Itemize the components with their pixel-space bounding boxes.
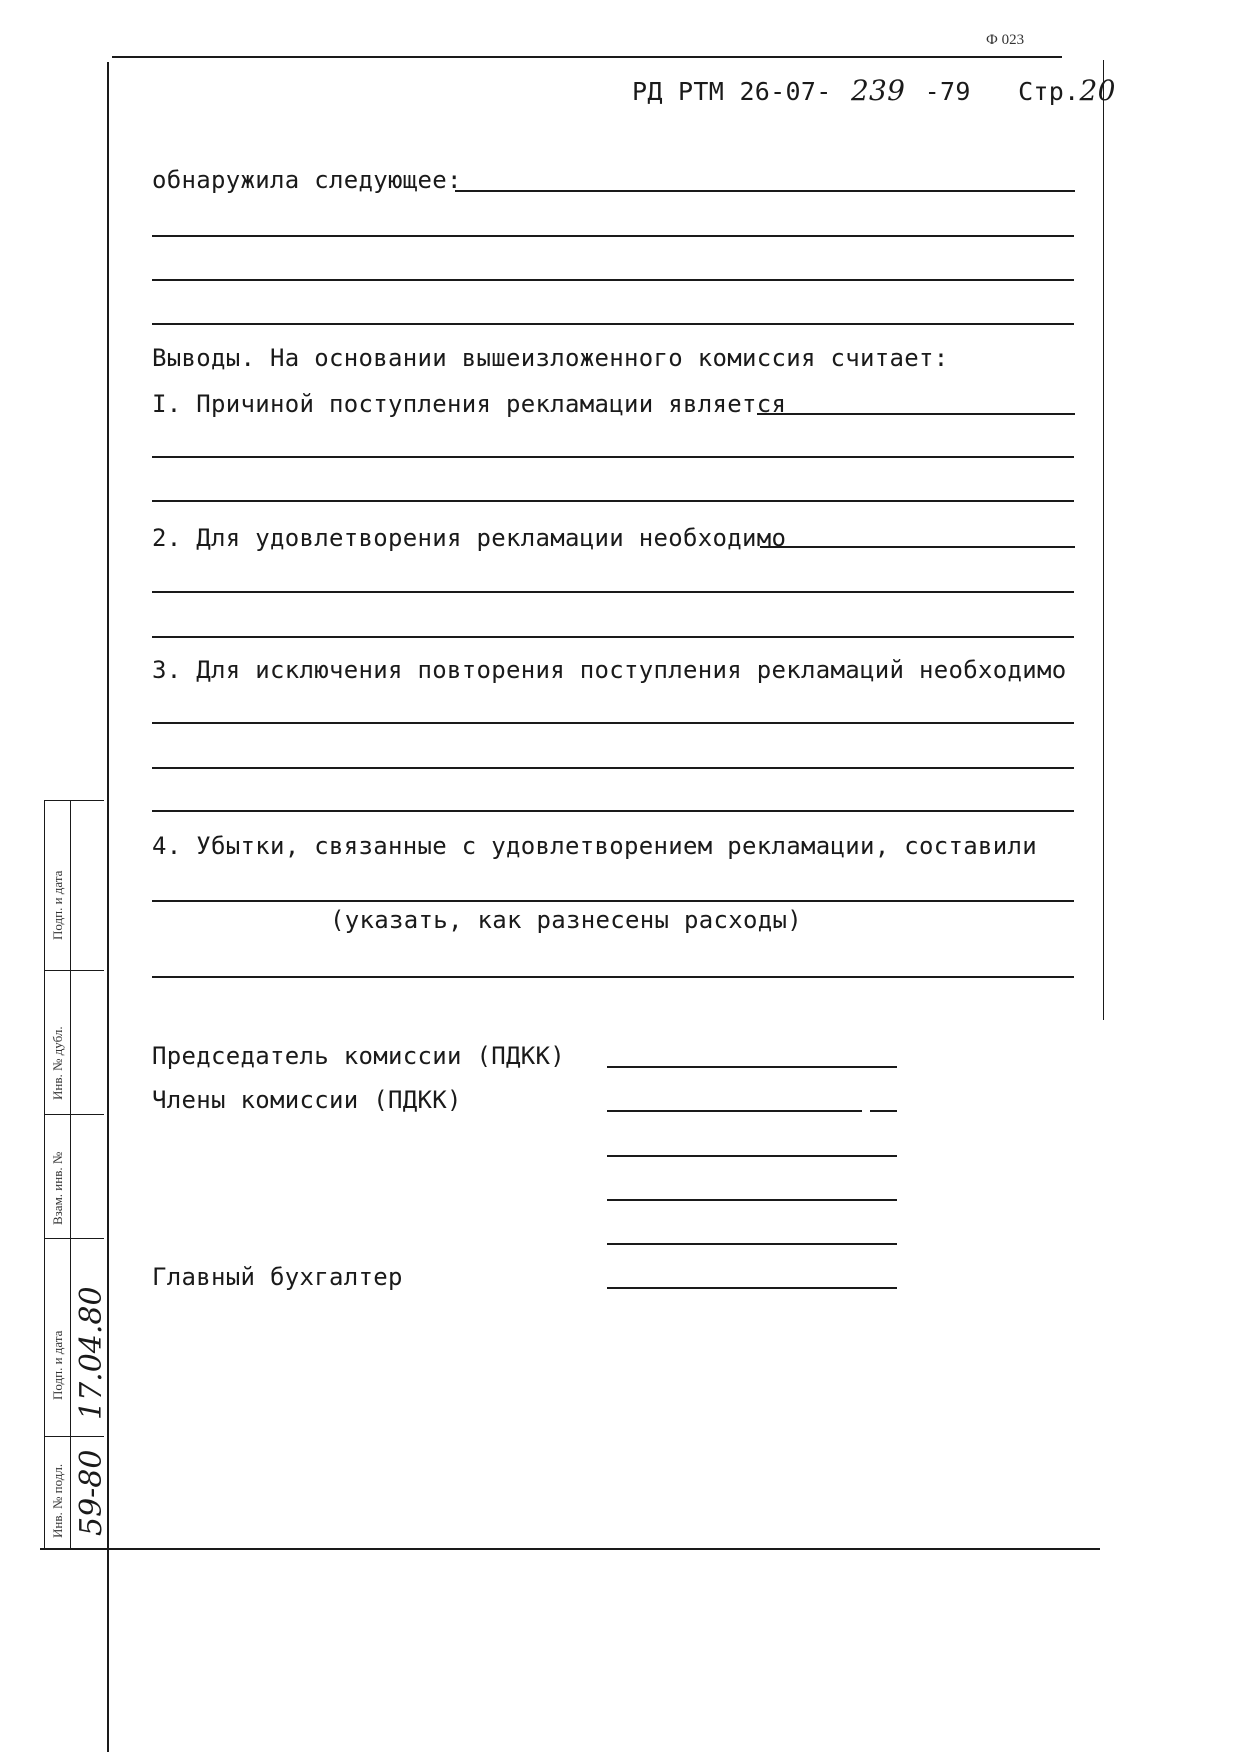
member-signature-line-2	[607, 1155, 897, 1157]
page-number: 20	[1079, 74, 1116, 107]
item-4-line-1	[152, 900, 1074, 902]
document-header	[632, 74, 1116, 107]
frame-bottom-line	[40, 1548, 1100, 1550]
chairman-signature-line	[607, 1066, 897, 1068]
member-signature-line-3	[607, 1199, 897, 1201]
findings-label: обнаружила следующее:	[152, 166, 462, 194]
item-2-line-2	[152, 591, 1074, 593]
stamp-handwritten-inv: 59-80	[74, 1449, 109, 1536]
stamp-handwritten-date: 17.04.80	[74, 1286, 109, 1420]
item-1-line-3	[152, 500, 1074, 502]
stamp-label-sign-date-2: Подп. и дата	[50, 1330, 65, 1400]
item-2-label: 2. Для удовлетворения рекламации необходимо	[152, 524, 787, 552]
chairman-label: Председатель комиссии (ПДКК)	[152, 1042, 565, 1070]
findings-line-3	[152, 279, 1074, 281]
chief-accountant-signature-line	[607, 1287, 897, 1289]
findings-line-2	[152, 235, 1074, 237]
frame-top-line	[112, 56, 1062, 58]
stamp-label-sign-date-1: Подп. и дата	[50, 870, 65, 940]
side-stamp	[44, 800, 109, 1548]
doc-suffix: -79	[924, 77, 971, 106]
stamp-row-line-4	[44, 1436, 104, 1437]
item-3-line-3	[152, 810, 1074, 812]
findings-line-1	[455, 190, 1075, 192]
stamp-row-line-1	[44, 970, 104, 971]
item-3-line-2	[152, 767, 1074, 769]
doc-number: 239	[850, 74, 906, 107]
frame-right-line	[1103, 60, 1104, 1020]
members-label: Члены комиссии (ПДКК)	[152, 1086, 462, 1114]
findings-line-4	[152, 323, 1074, 325]
stamp-row-line-3	[44, 1238, 104, 1239]
doc-prefix: РД РТМ 26-07-	[632, 77, 832, 106]
conclusions-heading: Выводы. На основании вышеизложенного комиссия считает:	[152, 344, 949, 372]
member-signature-line-4	[607, 1243, 897, 1245]
item-2-line-1	[760, 546, 1075, 548]
chief-accountant-label: Главный бухгалтер	[152, 1263, 403, 1291]
item-1-line-1	[757, 413, 1075, 415]
expenses-hint: (указать, как разнесены расходы)	[330, 906, 802, 934]
item-4-label: 4. Убытки, связанные с удовлетворением рекламации, составили	[152, 832, 1037, 860]
stamp-row-line-2	[44, 1114, 104, 1115]
item-3-line-1	[152, 722, 1074, 724]
stamp-row-line-0	[44, 800, 104, 801]
page-label: Стр.	[1018, 77, 1080, 106]
stamp-label-dup-inv: Инв. № дубл.	[50, 1026, 65, 1100]
item-1-label: I. Причиной поступления рекламации является	[152, 390, 787, 418]
member-signature-line-1b	[870, 1110, 897, 1112]
stamp-label-replace-inv: Взам. инв. №	[50, 1151, 65, 1225]
item-1-line-2	[152, 456, 1074, 458]
member-signature-line-1	[607, 1110, 862, 1112]
item-3-label: 3. Для исключения повторения поступления рекламаций необходимо	[152, 656, 1067, 684]
item-2-line-3	[152, 636, 1074, 638]
form-code: Ф 023	[986, 32, 1025, 48]
item-4-line-2	[152, 976, 1074, 978]
stamp-label-orig-inv: Инв. № подл.	[50, 1463, 65, 1538]
